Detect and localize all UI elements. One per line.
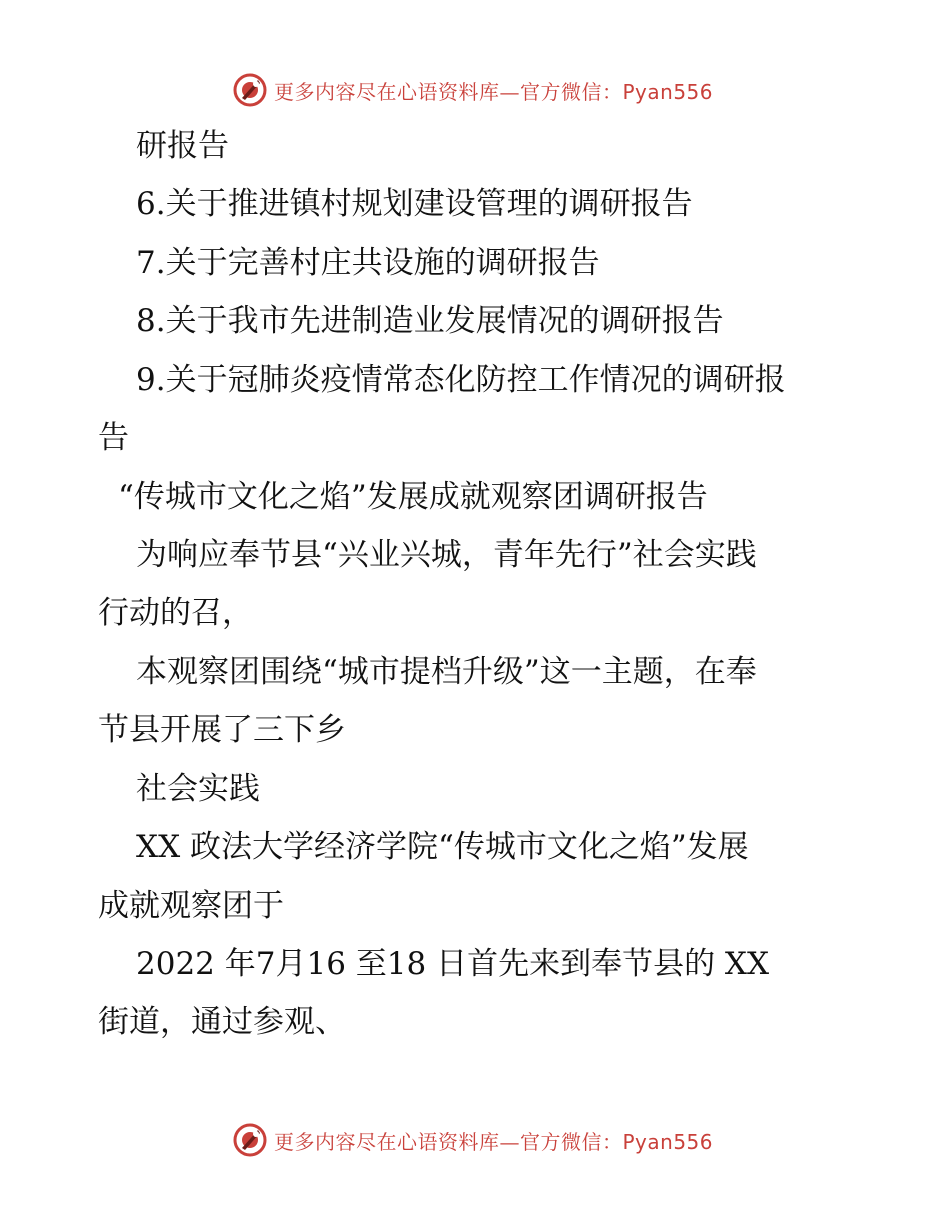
text-line: 8.关于我市先进制造业发展情况的调研报告 — [136, 303, 724, 339]
text-line: 成就观察团于 — [98, 888, 284, 924]
text-line: “传城市文化之焰”发展成就观察团调研报告 — [118, 479, 708, 515]
banner-text-cn: 更多内容尽在心语资料库—官方微信： — [274, 1130, 623, 1154]
text-line: XX 政法大学经济学院“传城市文化之焰”发展 — [136, 829, 749, 865]
text-line: 6.关于推进镇村规划建设管理的调研报告 — [136, 186, 693, 222]
text-line: 研报告 — [136, 128, 229, 164]
text-line: 告 — [98, 420, 129, 456]
text-line: 为响应奉节县“兴业兴城，青年先行”社会实践 — [136, 537, 757, 573]
banner-text — [274, 1126, 713, 1155]
text-line: 2022 年7月16 至18 日首先来到奉节县的 XX — [136, 946, 770, 982]
text-line: 社会实践 — [136, 771, 260, 807]
logo-icon — [232, 1122, 268, 1158]
header-banner — [0, 70, 950, 110]
footer-banner — [0, 1120, 950, 1160]
text-line: 7.关于完善村庄共设施的调研报告 — [136, 245, 600, 281]
text-line: 街道，通过参观、 — [98, 1004, 346, 1040]
banner-text-id: Pyan556 — [622, 80, 714, 104]
banner-text-cn: 更多内容尽在心语资料库—官方微信： — [274, 80, 623, 104]
logo-icon — [232, 72, 268, 108]
text-line: 本观察团围绕“城市提档升级”这一主题，在奉 — [136, 654, 757, 690]
text-line: 节县开展了三下乡 — [98, 712, 346, 748]
text-line: 9.关于冠肺炎疫情常态化防控工作情况的调研报 — [136, 362, 786, 398]
text-line: 行动的召， — [98, 595, 253, 631]
banner-text — [274, 76, 713, 105]
banner-text-id: Pyan556 — [622, 1130, 714, 1154]
